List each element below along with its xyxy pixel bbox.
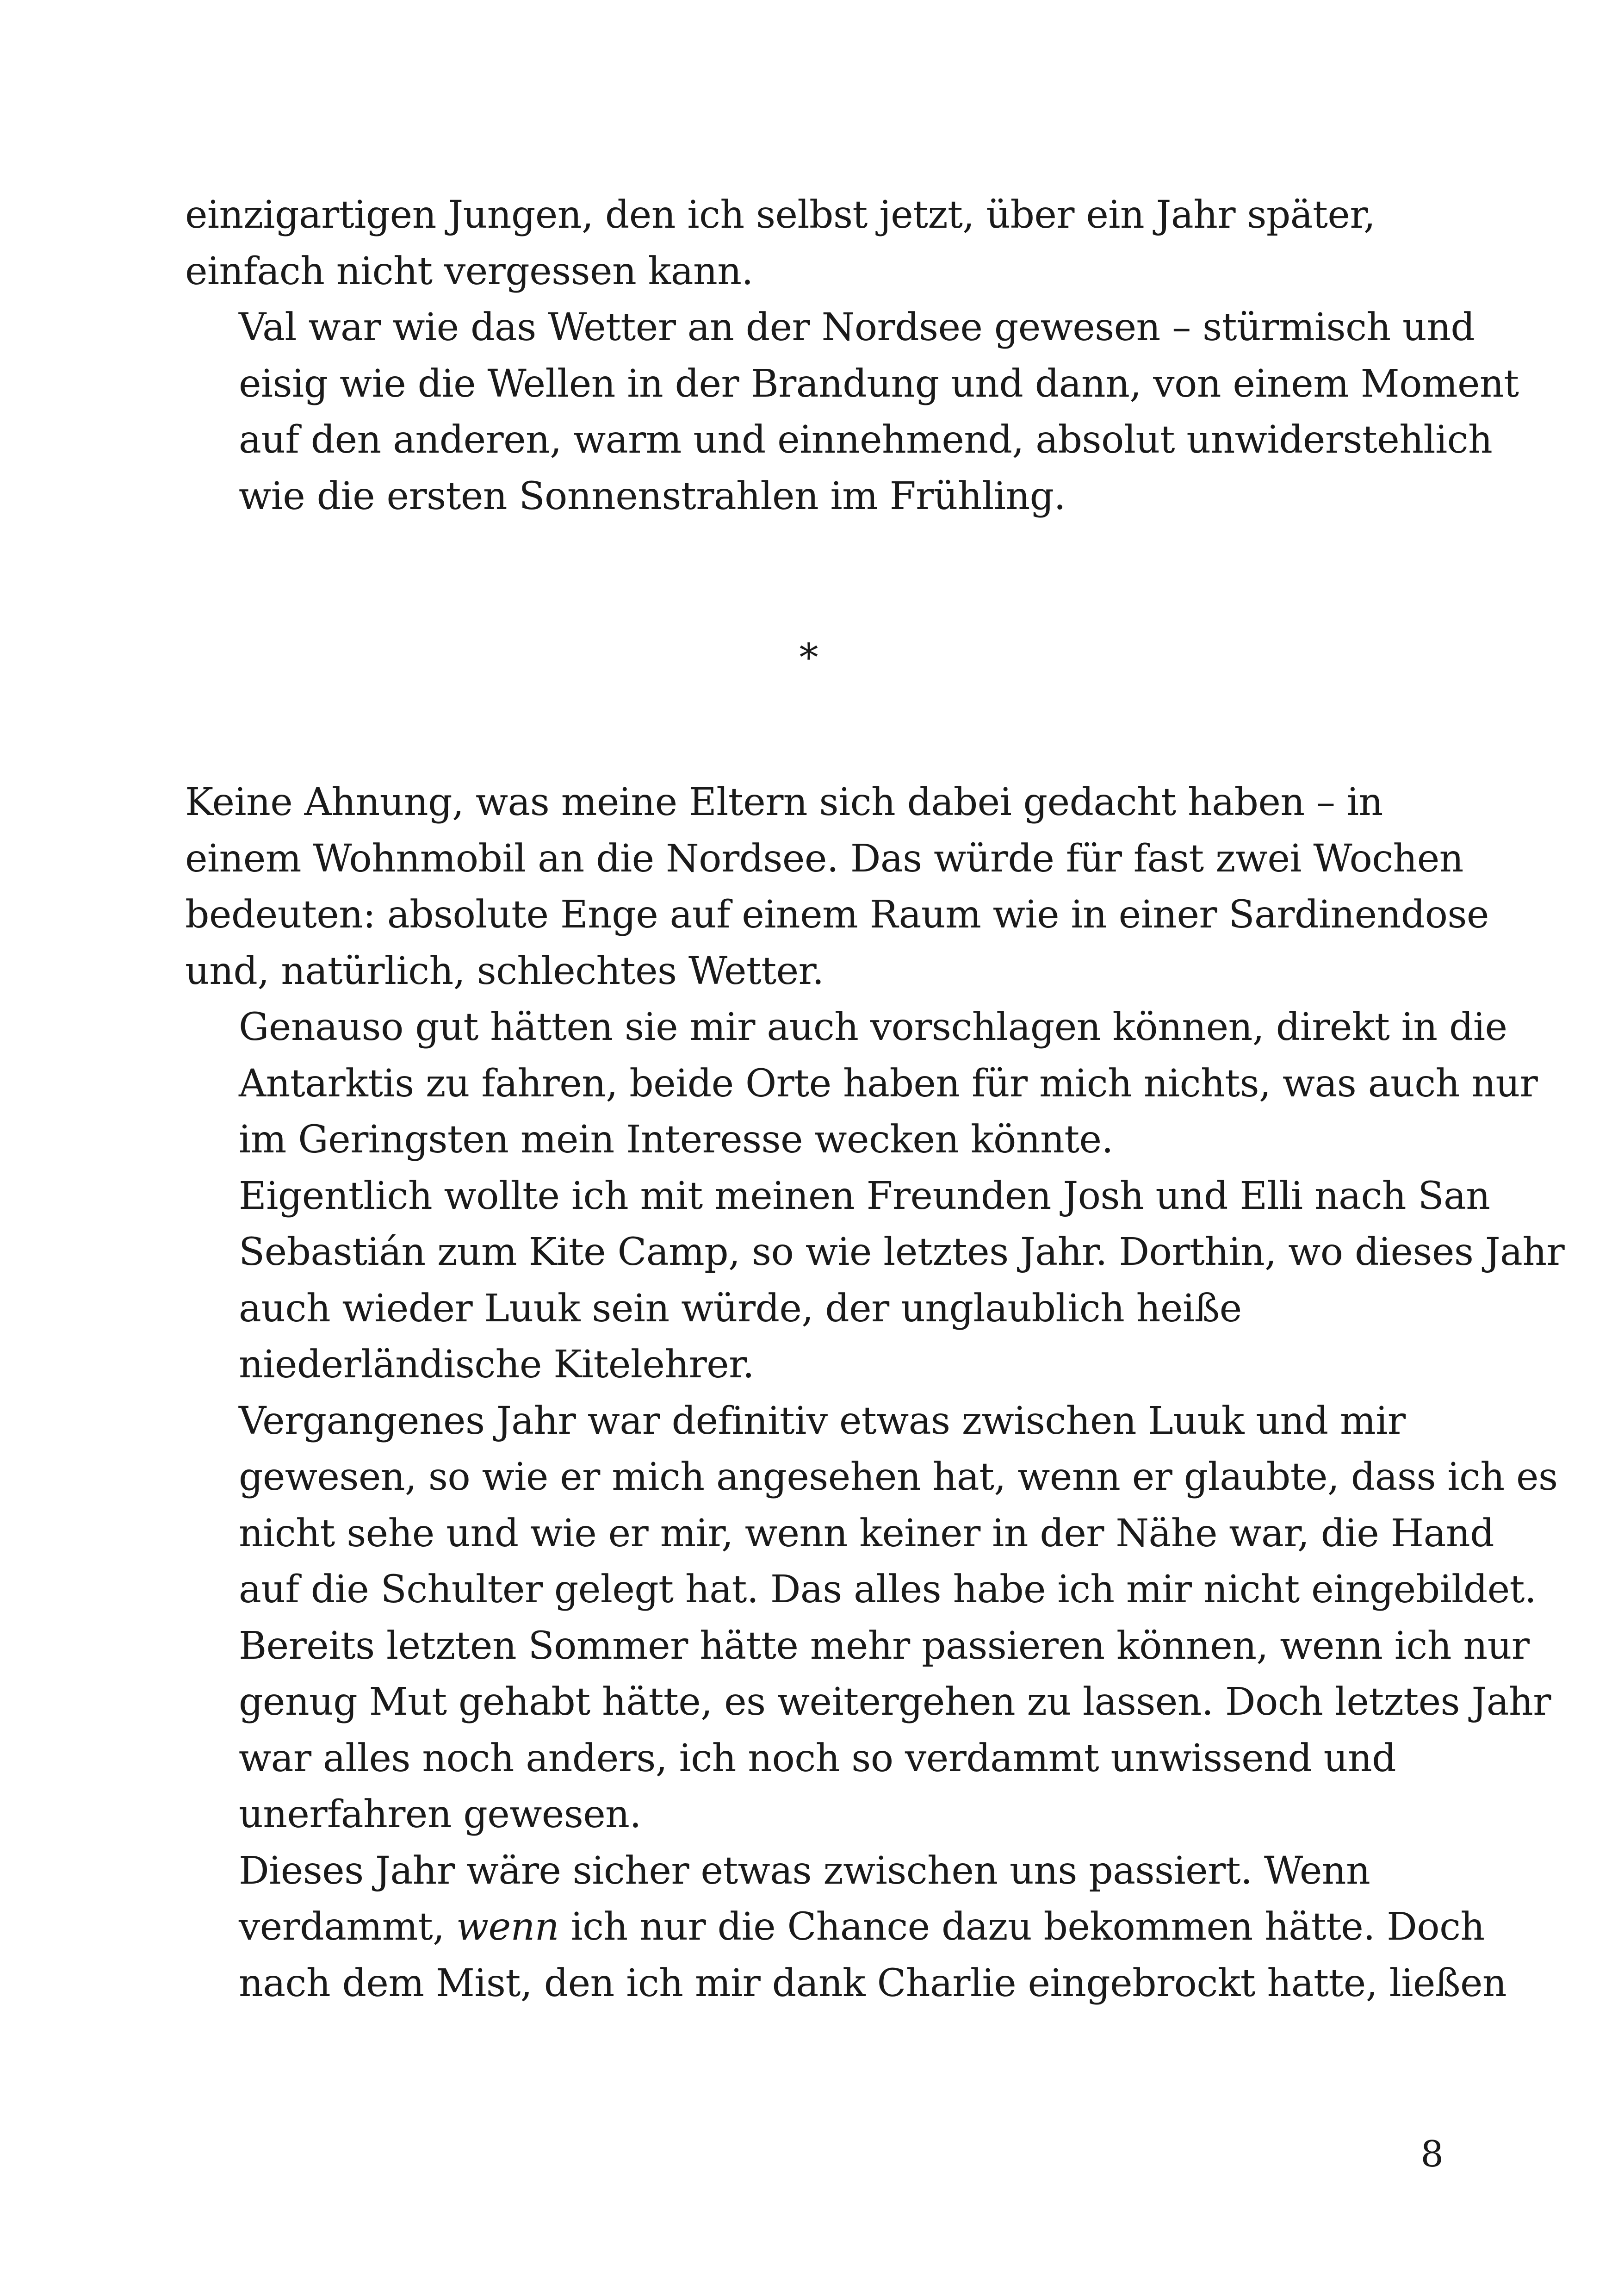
text-line: genug Mut gehabt hätte, es weitergehen zu lassen. Doch letztes Jahr (239, 1680, 1551, 1724)
text-line: eisig wie die Wellen in der Brandung und dann, von einem Moment (239, 361, 1519, 406)
emphasized-word: wenn (456, 1905, 559, 1949)
section-separator: * (799, 636, 818, 680)
paragraph (185, 1168, 1565, 1393)
paragraph (185, 1843, 1507, 2012)
text-line: auf die Schulter gelegt hat. Das alles habe ich mir nicht eingebildet. (239, 1568, 1537, 1612)
text-block-before-separator (185, 187, 1519, 524)
paragraph (185, 187, 1444, 299)
text-line: nicht sehe und wie er mir, wenn keiner in der Nähe war, die Hand (239, 1511, 1494, 1556)
text-line: Keine Ahnung, was meine Eltern sich dabei gedacht haben – in (185, 780, 1383, 824)
paragraph (185, 774, 1489, 999)
text-line: auf den anderen, warm und einnehmend, absolut unwiderstehlich (239, 418, 1493, 462)
text-line: nach dem Mist, den ich mir dank Charlie eingebrockt hatte, ließen (239, 1961, 1507, 2005)
text-block-after-separator (185, 774, 1565, 2011)
text-line: im Geringsten mein Interesse wecken könnte. (239, 1118, 1113, 1162)
text-line: Genauso gut hätten sie mir auch vorschlagen können, direkt in die (239, 1005, 1507, 1049)
text-line: wie die ersten Sonnenstrahlen im Frühling. (239, 474, 1066, 518)
text-line (185, 1899, 1485, 1955)
text-segment: ich nur die Chance dazu bekommen hätte. Doch (558, 1905, 1485, 1949)
text-line: einem Wohnmobil an die Nordsee. Das würde für fast zwei Wochen (185, 836, 1463, 881)
text-line: einfach nicht vergessen kann. (185, 249, 753, 293)
text-line: bedeuten: absolute Enge auf einem Raum wie in einer Sardinendose (185, 893, 1489, 937)
paragraph (185, 1393, 1558, 1843)
text-segment: verdammt, (239, 1905, 457, 1949)
text-line: auch wieder Luuk sein würde, der unglaublich heiße (239, 1286, 1242, 1331)
text-line: Antarktis zu fahren, beide Orte haben für mich nichts, was auch nur (239, 1061, 1538, 1106)
text-line: gewesen, so wie er mich angesehen hat, wenn er glaubte, dass ich es (239, 1455, 1558, 1499)
text-line: Dieses Jahr wäre sicher etwas zwischen uns passiert. Wenn (239, 1848, 1370, 1893)
page-number: 8 (1420, 2134, 1444, 2175)
text-line: Eigentlich wollte ich mit meinen Freunden Josh und Elli nach San (239, 1174, 1490, 1218)
text-line: Val war wie das Wetter an der Nordsee gewesen – stürmisch und (239, 305, 1475, 349)
text-line: Vergangenes Jahr war definitiv etwas zwischen Luuk und mir (239, 1399, 1406, 1443)
text-line: war alles noch anders, ich noch so verdammt unwissend und (239, 1736, 1396, 1780)
text-line: und, natürlich, schlechtes Wetter. (185, 949, 824, 993)
text-line: unerfahren gewesen. (239, 1792, 641, 1836)
text-line: Bereits letzten Sommer hätte mehr passieren können, wenn ich nur (239, 1624, 1530, 1668)
paragraph (185, 299, 1519, 524)
text-line: Sebastián zum Kite Camp, so wie letztes Jahr. Dorthin, wo dieses Jahr (239, 1230, 1565, 1274)
text-line: niederländische Kitelehrer. (239, 1343, 755, 1387)
text-line: einzigartigen Jungen, den ich selbst jetzt, über ein Jahr später, (185, 193, 1376, 237)
paragraph (185, 999, 1538, 1168)
